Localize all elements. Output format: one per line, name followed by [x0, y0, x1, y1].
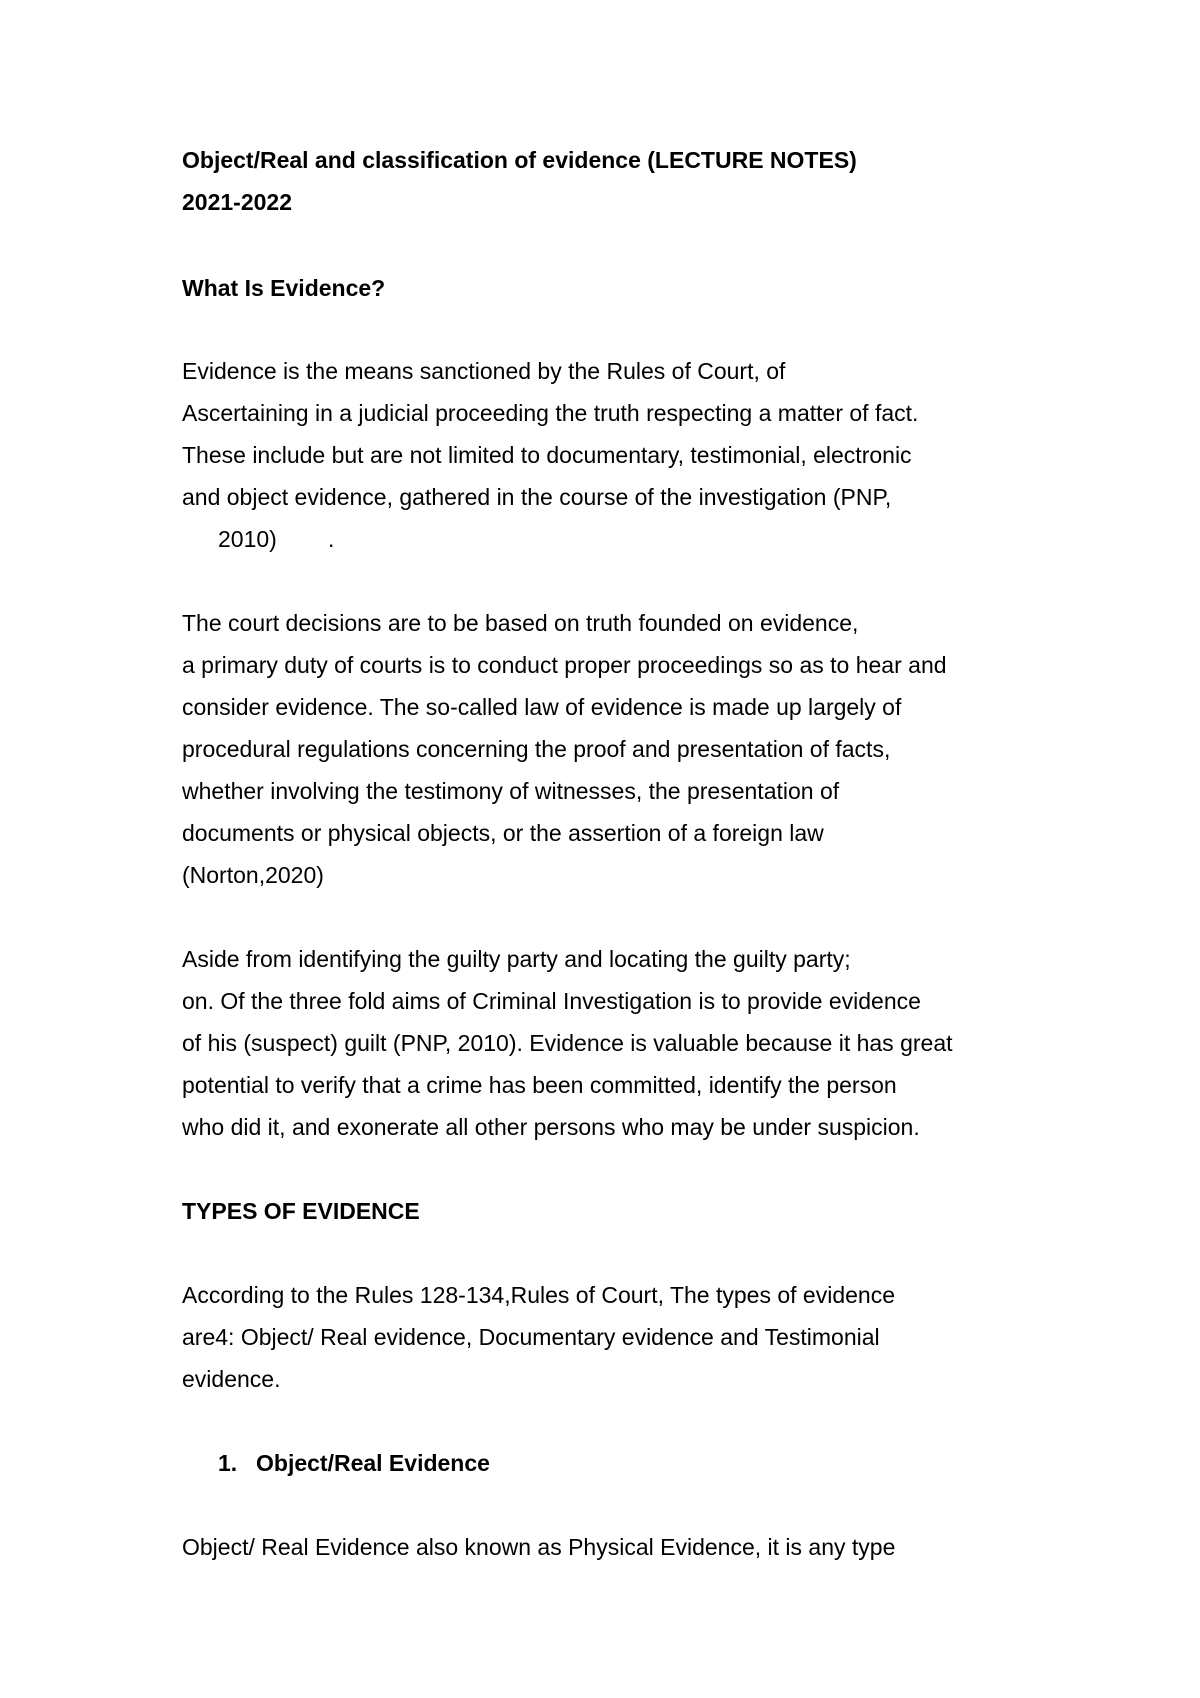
paragraph-line: Ascertaining in a judicial proceeding the truth respecting a matter of fact.: [182, 400, 919, 426]
paragraph-line: who did it, and exonerate all other persons who may be under suspicion.: [182, 1114, 920, 1140]
paragraph-line: (Norton,2020): [182, 862, 324, 888]
document-title: Object/Real and classification of evidence (LECTURE NOTES): [182, 147, 857, 173]
list-item-heading-object-real-evidence: Object/Real Evidence: [256, 1450, 490, 1476]
paragraph-line: Evidence is the means sanctioned by the Rules of Court, of: [182, 358, 786, 384]
paragraph-line: These include but are not limited to documentary, testimonial, electronic: [182, 442, 912, 468]
list-item-number: 1.: [218, 1450, 238, 1476]
paragraph-line: on. Of the three fold aims of Criminal Investigation is to provide evidence: [182, 988, 921, 1014]
paragraph-line: procedural regulations concerning the proof and presentation of facts,: [182, 736, 891, 762]
heading-types-of-evidence: TYPES OF EVIDENCE: [182, 1198, 420, 1224]
paragraph-line: Object/ Real Evidence also known as Physical Evidence, it is any type: [182, 1534, 896, 1560]
paragraph-line: and object evidence, gathered in the course of the investigation (PNP,: [182, 484, 892, 510]
paragraph-line: of his (suspect) guilt (PNP, 2010). Evidence is valuable because it has great: [182, 1030, 953, 1056]
paragraph-line: evidence.: [182, 1366, 281, 1392]
paragraph-line: whether involving the testimony of witnesses, the presentation of: [182, 778, 840, 804]
paragraph-line: Aside from identifying the guilty party and locating the guilty party;: [182, 946, 851, 972]
paragraph-line: The court decisions are to be based on truth founded on evidence,: [182, 610, 859, 636]
paragraph-line: consider evidence. The so-called law of evidence is made up largely of: [182, 694, 902, 720]
heading-what-is-evidence: What Is Evidence?: [182, 275, 386, 301]
paragraph-line: 2010) .: [218, 526, 335, 552]
paragraph-line: are4: Object/ Real evidence, Documentary evidence and Testimonial: [182, 1324, 880, 1350]
paragraph-line: According to the Rules 128-134,Rules of Court, The types of evidence: [182, 1282, 895, 1308]
document-year: 2021-2022: [182, 189, 292, 215]
paragraph-line: a primary duty of courts is to conduct proper proceedings so as to hear and: [182, 652, 947, 678]
paragraph-line: potential to verify that a crime has been committed, identify the person: [182, 1072, 897, 1098]
paragraph-line: documents or physical objects, or the assertion of a foreign law: [182, 820, 824, 846]
